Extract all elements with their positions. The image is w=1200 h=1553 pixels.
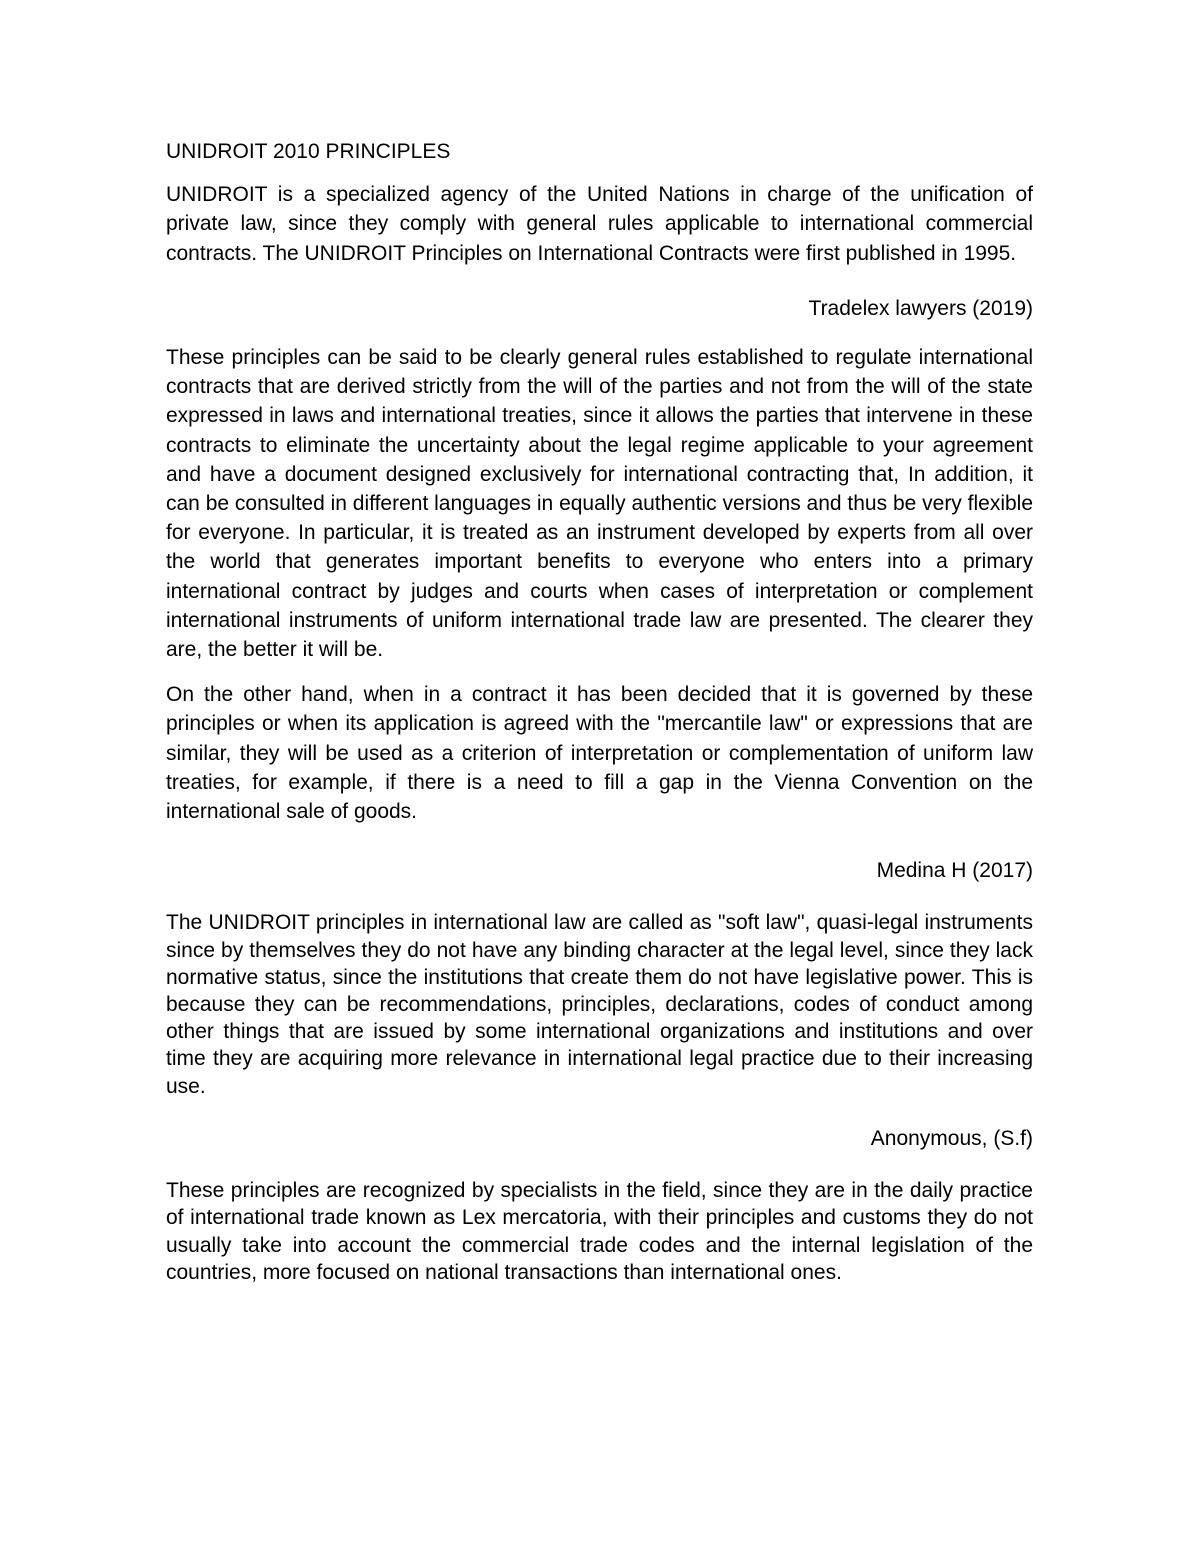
- citation-anonymous: Anonymous, (S.f): [870, 1126, 1033, 1150]
- paragraph-general-rules: These principles can be said to be clearly general rules established to regulate international contracts that are derived strictly from the will of the parties and not from the will of the state expressed in laws and international treaties, since it allows the parties that intervene in these contracts to eliminate the uncertainty about the legal regime applicable to your agreement and have a document designed exclusively for international contracting that, In addition, it can be consulted in different languages in equally authentic versions and thus be very flexible for everyone. In particular, it is treated as an instrument developed by experts from all over the world that generates important benefits to everyone who enters into a primary international contract by judges and courts when cases of interpretation or complement international instruments of uniform international trade law are presented. The clearer they are, the better it will be.: [166, 346, 1034, 662]
- document-title: UNIDROIT 2010 PRINCIPLES: [166, 140, 451, 163]
- paragraph-mercantile-law: On the other hand, when in a contract it has been decided that it is governed by these principles or when its application is agreed with the "mercantile law" or expressions that are similar, they will be used as a criterion of interpretation or complementation of uniform law treaties, for example, if there is a need to fill a gap in the Vienna Convention on the international sale of goods.: [166, 683, 1033, 824]
- paragraph-soft-law: The UNIDROIT principles in international law are called as "soft law", quasi-legal instruments since by themselves they do not have any binding character at the legal level, since they lack normative status, since the institutions that create them do not have legislative power. This is because they can be recommendations, principles, declarations, codes of conduct among other things that are issued by some international organizations and institutions and over time they are acquiring more relevance in international legal practice due to their increasing use.: [166, 911, 1033, 1098]
- citation-medina: Medina H (2017): [876, 859, 1033, 883]
- paragraph-lex-mercatoria: These principles are recognized by specialists in the field, since they are in the daily practice of international trade known as Lex mercatoria, with their principles and customs they do not usually take into account the commercial trade codes and the internal legislation of the countries, more focused on national transactions than international ones.: [166, 1179, 1033, 1284]
- citation-tradelex: Tradelex lawyers (2019): [808, 296, 1033, 320]
- document-body: [166, 137, 1033, 1300]
- paragraph-intro: UNIDROIT is a specialized agency of the United Nations in charge of the unification of private law, since they comply with general rules applicable to international commercial contracts. The UNIDROIT Principles on International Contracts were first published in 1995.: [166, 183, 1033, 265]
